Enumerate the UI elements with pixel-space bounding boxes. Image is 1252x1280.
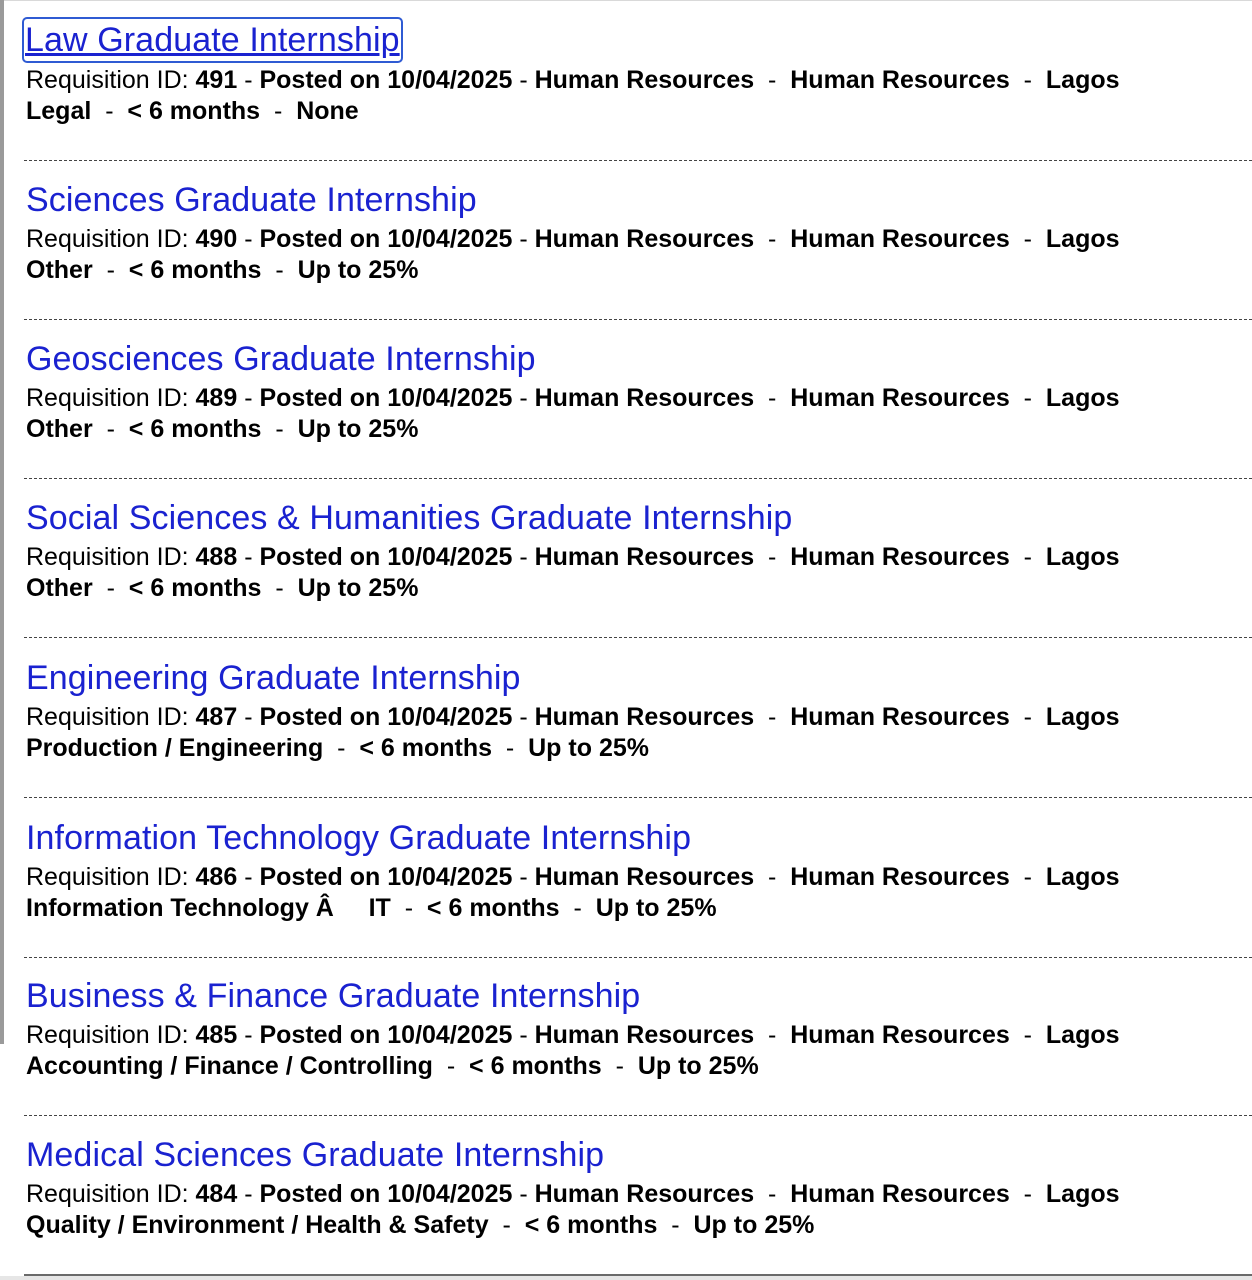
job-duration: < 6 months (469, 1052, 602, 1080)
posted-label: Posted on (259, 863, 381, 891)
job-travel: Up to 25% (528, 734, 649, 762)
requisition-label: Requisition ID: (26, 703, 189, 731)
job-listing (24, 955, 1252, 1116)
requisition-label: Requisition ID: (26, 1180, 189, 1208)
posted-date: 10/04/2025 (387, 1021, 513, 1049)
job-meta-line-2: Other - < 6 months - Up to 25% (26, 256, 419, 284)
job-listing (24, 637, 1252, 798)
job-meta-line-2: Production / Engineering - < 6 months - Up to 25% (26, 734, 649, 762)
left-scroll-indicator (0, 0, 4, 1044)
job-title-link[interactable]: Sciences Graduate Internship (26, 181, 477, 219)
job-title-link[interactable]: Medical Sciences Graduate Internship (26, 1136, 605, 1174)
division: Human Resources (790, 863, 1010, 891)
posted-label: Posted on (259, 384, 381, 412)
location: Lagos (1045, 225, 1120, 253)
job-category: Information Technology Â IT (26, 894, 391, 922)
job-meta-line-1: Requisition ID: 489 - Posted on 10/04/2025 - Human Resources - Human Resources - Lagos (26, 384, 1120, 412)
job-meta-line-1: Requisition ID: 487 - Posted on 10/04/2025 - Human Resources - Human Resources - Lagos (26, 703, 1120, 731)
requisition-label: Requisition ID: (26, 1021, 189, 1049)
job-duration: < 6 months (128, 415, 262, 443)
location: Lagos (1045, 384, 1120, 412)
requisition-id: 484 (195, 1180, 238, 1208)
job-category: Legal (26, 97, 92, 125)
job-category: Quality / Environment / Health & Safety (26, 1211, 489, 1239)
requisition-id: 490 (195, 225, 238, 253)
requisition-id: 491 (195, 66, 238, 94)
job-meta-line-1: Requisition ID: 488 - Posted on 10/04/2025 - Human Resources - Human Resources - Lagos (26, 543, 1120, 571)
posted-label: Posted on (259, 225, 381, 253)
division: Human Resources (790, 543, 1010, 571)
posted-label: Posted on (259, 703, 381, 731)
posted-date: 10/04/2025 (387, 1180, 513, 1208)
requisition-label: Requisition ID: (26, 225, 189, 253)
job-listing (24, 318, 1252, 479)
posted-date: 10/04/2025 (387, 863, 513, 891)
job-meta-line-2: Legal - < 6 months - None (26, 97, 359, 125)
job-listing (24, 797, 1252, 958)
job-title-link[interactable]: Business & Finance Graduate Internship (26, 977, 641, 1015)
division: Human Resources (790, 1180, 1010, 1208)
division: Human Resources (790, 1021, 1010, 1049)
job-category: Other (26, 415, 93, 443)
job-meta-line-1: Requisition ID: 490 - Posted on 10/04/2025 - Human Resources - Human Resources - Lagos (26, 225, 1120, 253)
job-meta-line-2: Quality / Environment / Health & Safety - < 6 months - Up to 25% (26, 1211, 815, 1239)
job-travel: Up to 25% (297, 574, 419, 602)
posted-date: 10/04/2025 (387, 225, 513, 253)
department: Human Resources (534, 703, 755, 731)
job-title-link[interactable]: Geosciences Graduate Internship (26, 340, 536, 378)
requisition-label: Requisition ID: (26, 384, 189, 412)
division: Human Resources (790, 225, 1010, 253)
job-duration: < 6 months (128, 574, 262, 602)
location: Lagos (1045, 1021, 1120, 1049)
requisition-id: 489 (195, 384, 238, 412)
job-category: Accounting / Finance / Controlling (26, 1052, 433, 1080)
department: Human Resources (534, 1021, 755, 1049)
location: Lagos (1045, 543, 1120, 571)
job-duration: < 6 months (426, 894, 560, 922)
job-category: Other (26, 574, 93, 602)
department: Human Resources (534, 863, 755, 891)
job-meta-line-1: Requisition ID: 486 - Posted on 10/04/2025 - Human Resources - Human Resources - Lagos (26, 863, 1120, 891)
posted-date: 10/04/2025 (387, 384, 513, 412)
location: Lagos (1045, 66, 1120, 94)
job-duration: < 6 months (127, 97, 261, 125)
job-category: Other (26, 256, 93, 284)
job-duration: < 6 months (128, 256, 262, 284)
job-title-link[interactable]: Information Technology Graduate Internship (26, 819, 692, 857)
location: Lagos (1045, 703, 1120, 731)
job-travel: Up to 25% (595, 894, 717, 922)
job-listing (24, 477, 1252, 638)
posted-label: Posted on (259, 1021, 381, 1049)
bottom-edge (0, 1276, 1252, 1280)
department: Human Resources (534, 384, 755, 412)
posted-label: Posted on (259, 543, 381, 571)
job-meta-line-1: Requisition ID: 484 - Posted on 10/04/2025 - Human Resources - Human Resources - Lagos (26, 1180, 1120, 1208)
posted-label: Posted on (259, 66, 381, 94)
job-meta-line-2: Information Technology Â IT - < 6 months - Up to 25% (26, 894, 717, 922)
division: Human Resources (790, 66, 1010, 94)
job-title-link[interactable]: Law Graduate Internship (25, 21, 400, 59)
job-listing (24, 1114, 1252, 1274)
job-meta-line-2: Accounting / Finance / Controlling - < 6 months - Up to 25% (26, 1052, 759, 1080)
location: Lagos (1045, 1180, 1120, 1208)
job-category: Production / Engineering (26, 734, 324, 762)
job-listing (24, 159, 1252, 320)
requisition-id: 488 (195, 543, 238, 571)
division: Human Resources (790, 703, 1010, 731)
job-meta-line-1: Requisition ID: 485 - Posted on 10/04/2025 - Human Resources - Human Resources - Lagos (26, 1021, 1120, 1049)
job-travel: None (296, 97, 359, 125)
posted-date: 10/04/2025 (387, 66, 513, 94)
requisition-id: 487 (195, 703, 238, 731)
job-duration: < 6 months (359, 734, 493, 762)
requisition-label: Requisition ID: (26, 543, 189, 571)
location: Lagos (1045, 863, 1120, 891)
job-duration: < 6 months (524, 1211, 658, 1239)
job-travel: Up to 25% (297, 256, 419, 284)
job-listing (24, 0, 1252, 161)
job-meta-line-2: Other - < 6 months - Up to 25% (26, 415, 419, 443)
requisition-label: Requisition ID: (26, 863, 189, 891)
requisition-label: Requisition ID: (26, 66, 189, 94)
department: Human Resources (534, 1180, 755, 1208)
requisition-id: 486 (195, 863, 238, 891)
job-title-link[interactable]: Social Sciences & Humanities Graduate Internship (26, 499, 793, 537)
job-travel: Up to 25% (297, 415, 419, 443)
posted-label: Posted on (259, 1180, 381, 1208)
department: Human Resources (534, 66, 755, 94)
requisition-id: 485 (195, 1021, 238, 1049)
posted-date: 10/04/2025 (387, 703, 513, 731)
department: Human Resources (534, 225, 755, 253)
department: Human Resources (534, 543, 755, 571)
job-travel: Up to 25% (637, 1052, 759, 1080)
posted-date: 10/04/2025 (387, 543, 513, 571)
job-meta-line-1: Requisition ID: 491 - Posted on 10/04/2025 - Human Resources - Human Resources - Lagos (26, 66, 1120, 94)
job-travel: Up to 25% (693, 1211, 815, 1239)
job-meta-line-2: Other - < 6 months - Up to 25% (26, 574, 419, 602)
division: Human Resources (790, 384, 1010, 412)
job-title-link[interactable]: Engineering Graduate Internship (26, 659, 521, 697)
